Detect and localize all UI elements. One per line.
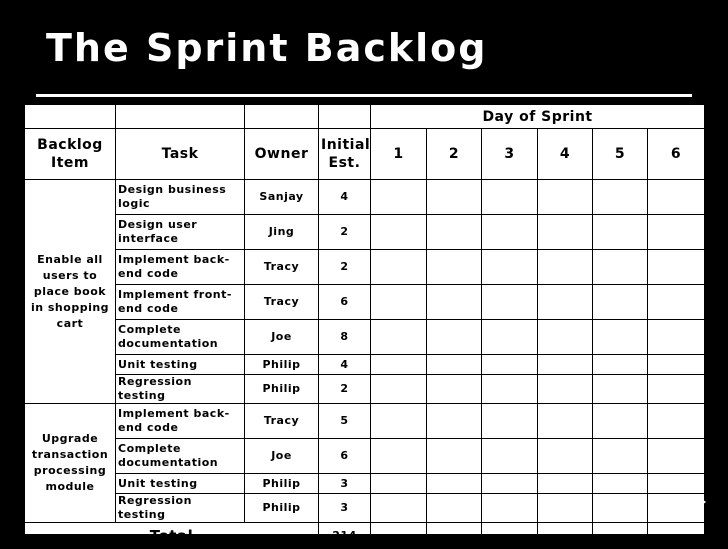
table-row [25, 494, 705, 523]
estimate-cell: 2 [319, 215, 371, 250]
day-cell [371, 250, 427, 285]
backlog-item-cell: Enable all users to place book in shopping cart [25, 180, 116, 404]
owner-cell: Joe [245, 320, 319, 355]
day-cell [538, 215, 593, 250]
task-cell: Regression testing [116, 375, 245, 404]
day-cell [648, 439, 705, 474]
task-cell: Implement front-end code [116, 285, 245, 320]
day-cell [482, 439, 538, 474]
estimate-cell: 4 [319, 355, 371, 375]
day-cell [427, 439, 482, 474]
backlog-item-header: Backlog Item [25, 129, 116, 180]
day-cell [482, 215, 538, 250]
day-cell [648, 404, 705, 439]
day-cell [593, 474, 648, 494]
owner-header: Owner [245, 129, 319, 180]
backlog-item-cell: Upgrade transaction processing module [25, 404, 116, 523]
day-cell [648, 215, 705, 250]
day-cell [593, 250, 648, 285]
task-cell: Unit testing [116, 355, 245, 375]
day-of-sprint-header: Day of Sprint [371, 105, 705, 129]
total-row [25, 523, 705, 549]
day-cell [593, 180, 648, 215]
header-blank-item [25, 105, 116, 129]
day-cell [427, 494, 482, 523]
day-cell [593, 375, 648, 404]
day-cell [593, 404, 648, 439]
header-blank-est [319, 105, 371, 129]
day-cell [371, 523, 427, 549]
day-cell [648, 355, 705, 375]
day-cell [648, 494, 705, 523]
table-row [25, 250, 705, 285]
sprint-backlog-sheet [24, 104, 704, 545]
owner-cell: Philip [245, 474, 319, 494]
day-cell [593, 285, 648, 320]
task-cell: Unit testing [116, 474, 245, 494]
task-cell: Complete documentation [116, 439, 245, 474]
day-cell [648, 285, 705, 320]
day-cell [427, 215, 482, 250]
estimate-cell: 8 [319, 320, 371, 355]
task-cell: Design business logic [116, 180, 245, 215]
estimate-cell: 3 [319, 474, 371, 494]
estimate-cell: 2 [319, 250, 371, 285]
day-cell [371, 285, 427, 320]
day-cell [648, 250, 705, 285]
owner-cell: Sanjay [245, 180, 319, 215]
slide-title: The Sprint Backlog [46, 26, 488, 70]
table-row [25, 474, 705, 494]
day-cell [538, 285, 593, 320]
day-cell [371, 439, 427, 474]
day-header: 4 [538, 129, 593, 180]
day-cell [482, 375, 538, 404]
task-cell: Regression testing [116, 494, 245, 523]
owner-cell: Philip [245, 355, 319, 375]
day-cell [371, 320, 427, 355]
owner-cell: Tracy [245, 250, 319, 285]
owner-cell: Tracy [245, 404, 319, 439]
owner-cell: Joe [245, 439, 319, 474]
table-row [25, 320, 705, 355]
total-label: Total [25, 523, 319, 549]
day-cell [648, 180, 705, 215]
estimate-cell: 3 [319, 494, 371, 523]
task-cell: Complete documentation [116, 320, 245, 355]
day-cell [371, 180, 427, 215]
day-cell [427, 250, 482, 285]
title-underline [36, 94, 692, 97]
header-blank-task [116, 105, 245, 129]
day-cell [538, 250, 593, 285]
day-cell [482, 355, 538, 375]
day-cell [538, 494, 593, 523]
day-cell [482, 494, 538, 523]
day-cell [482, 285, 538, 320]
day-cell [371, 375, 427, 404]
day-cell [427, 180, 482, 215]
day-cell [427, 355, 482, 375]
day-cell [427, 320, 482, 355]
header-blank-owner [245, 105, 319, 129]
owner-cell: Tracy [245, 285, 319, 320]
day-cell [427, 474, 482, 494]
day-header: 1 [371, 129, 427, 180]
day-cell [593, 355, 648, 375]
estimate-cell: 6 [319, 285, 371, 320]
day-cell [482, 250, 538, 285]
day-cell [538, 474, 593, 494]
day-header: 6 [648, 129, 705, 180]
day-cell [482, 523, 538, 549]
day-header: 3 [482, 129, 538, 180]
estimate-cell: 6 [319, 439, 371, 474]
owner-cell: Philip [245, 375, 319, 404]
day-cell [427, 285, 482, 320]
day-cell [538, 320, 593, 355]
day-cell [648, 375, 705, 404]
owner-cell: Philip [245, 494, 319, 523]
day-cell [371, 355, 427, 375]
day-cell [371, 494, 427, 523]
header-row-top [25, 105, 705, 129]
day-cell [648, 474, 705, 494]
table-row [25, 404, 705, 439]
day-cell [482, 180, 538, 215]
day-cell [593, 439, 648, 474]
table-row [25, 215, 705, 250]
day-cell [538, 404, 593, 439]
day-cell [427, 523, 482, 549]
day-cell [371, 215, 427, 250]
day-cell [427, 404, 482, 439]
owner-cell: Jing [245, 215, 319, 250]
day-cell [648, 523, 705, 549]
estimate-cell: 5 [319, 404, 371, 439]
day-cell [538, 439, 593, 474]
estimate-cell: 2 [319, 375, 371, 404]
day-cell [538, 523, 593, 549]
estimate-cell: 4 [319, 180, 371, 215]
day-cell [593, 320, 648, 355]
table-row [25, 285, 705, 320]
day-header: 5 [593, 129, 648, 180]
table-row [25, 375, 705, 404]
next-slide-arrow-icon[interactable] [698, 496, 706, 508]
total-value: 214 [319, 523, 371, 549]
sprint-backlog-table [24, 104, 705, 549]
task-cell: Implement back-end code [116, 404, 245, 439]
day-cell [482, 320, 538, 355]
task-header: Task [116, 129, 245, 180]
day-cell [538, 180, 593, 215]
day-cell [482, 404, 538, 439]
header-row-columns [25, 129, 705, 180]
day-cell [593, 215, 648, 250]
day-cell [593, 494, 648, 523]
table-row [25, 355, 705, 375]
day-header: 2 [427, 129, 482, 180]
day-cell [648, 320, 705, 355]
day-cell [538, 355, 593, 375]
table-row [25, 439, 705, 474]
day-cell [538, 375, 593, 404]
day-cell [371, 404, 427, 439]
day-cell [371, 474, 427, 494]
table-row [25, 180, 705, 215]
day-cell [482, 474, 538, 494]
day-cell [427, 375, 482, 404]
task-cell: Implement back-end code [116, 250, 245, 285]
day-cell [593, 523, 648, 549]
task-cell: Design user interface [116, 215, 245, 250]
initial-est-header: Initial Est. [319, 129, 371, 180]
